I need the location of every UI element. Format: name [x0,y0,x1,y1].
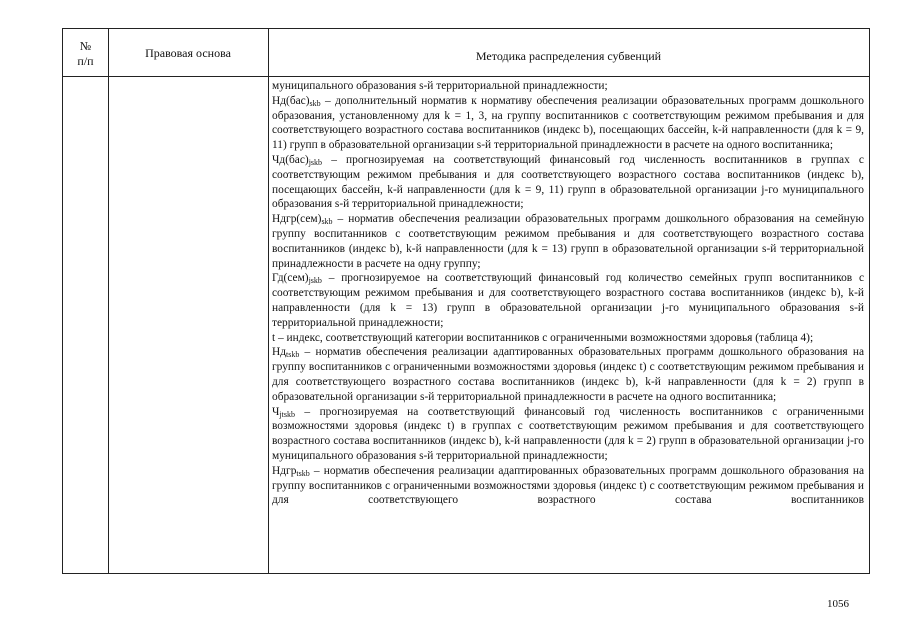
definition-paragraph: $Нд(бас)_{skb}$ – дополнительный норматив к нормативу обеспечения реализации образовательных программ дошкольного образования, установленному для k = 1, 3, на группу воспитанников с соответствующим режимом пребывания и для соответствующего возрастного состава воспитанников (индекс b), посещающих бассейн, k-й направленности (для k = 9, 11) групп в образовательной организации s-й территориальной принадлежности в расчете на одного воспитанника; [272,94,864,152]
index-subscript: skb [309,98,321,108]
index-subscript: jskb [308,157,323,167]
definition-paragraph: $Нд_{tskb}$ – норматив обеспечения реализации адаптированных образовательных программ дошкольного образования на группу воспитанников с ограниченными возможностями здоровья (индекс t) с соответствующим режимом пребывания и для соответствующего возрастного состава воспитанников (индекс b), k-й направленности (для k = 2) групп в образовательной организации s-й территориальной принадлежности в расчете на одного воспитанника; [272,346,864,403]
header-num [63,39,108,69]
index-subscript: jtskb [279,409,295,419]
definition-paragraph: $Гд(сем)_{jskb}$ – прогнозируемое на соответствующий финансовый год количество семейных групп воспитанников с соответствующим режимом пребывания и для соответствующего возрастного состава воспитанников (индекс b), k-й направленности (для k = 13) групп в образовательной организации j-го муниципального образования s-й территориальной принадлежности; [272,272,864,329]
definition-paragraph: Ндгр$_{tskb}$ – норматив обеспечения реализации адаптированных образовательных программ дошкольного образования на группу воспитанников с ограниченными возможностями здоровья (индекс t) с соответствующим режимом пребывания и для соответствующего возрастного состава воспитанников [272,464,864,507]
header-methodology: Методика распределения субвенций [475,49,662,63]
definition-paragraph: $Ндгр(сем)_{skb}$ – норматив обеспечения реализации образовательных программ дошкольного образования на семейную группу воспитанников с соответствующим режимом пребывания и для соответствующего возрастного состава воспитанников (индекс b), k-й направленности (для k = 13) групп в образовательной организации s-й территориальной принадлежности в расчете на одну группу; [272,213,864,270]
header-divider [63,76,869,77]
index-subscript: skb [321,217,333,227]
index-subscript: jskb [308,276,322,286]
header-num-line2: п/п [77,54,94,68]
index-subscript: tskb [296,468,310,478]
methodology-text [272,79,864,508]
index-subscript: tskb [286,350,300,360]
column-divider [268,29,269,573]
definition-paragraph: t – индекс, соответствующий категории воспитанников с ограниченными возможностями здоровья (таблица 4); [272,331,814,344]
page-number: 1056 [827,598,849,610]
definition-paragraph: $Чд(бас)_{jskb}$ – прогнозируемая на соответствующий финансовый год численность воспитанников в группах с соответствующим режимом пребывания и для соответствующего возрастного состава воспитанников (индекс b), посещающих бассейн, k-й направленности (для k = 9, 11) групп в образовательной организации j-го муниципального образования s-й территориальной принадлежности; [272,153,864,211]
definition-paragraph: $Ч_{jtskb}$ – прогнозируемая на соответствующий финансовый год численность воспитанников с ограниченными возможностями здоровья (индекс t) в группах с соответствующим режимом пребывания и для соответствующего возрастного состава воспитанников (индекс b), k-й направленности (для k = 2) групп в образовательной организации j-го муниципального образования s-й территориальной принадлежности; [272,405,864,462]
column-divider [108,29,109,573]
header-legal-basis: Правовая основа [145,46,231,60]
definition-paragraph: муниципального образования s-й территориальной принадлежности; [272,80,608,92]
header-num-line1: № [79,39,92,53]
methodology-table [62,28,870,574]
